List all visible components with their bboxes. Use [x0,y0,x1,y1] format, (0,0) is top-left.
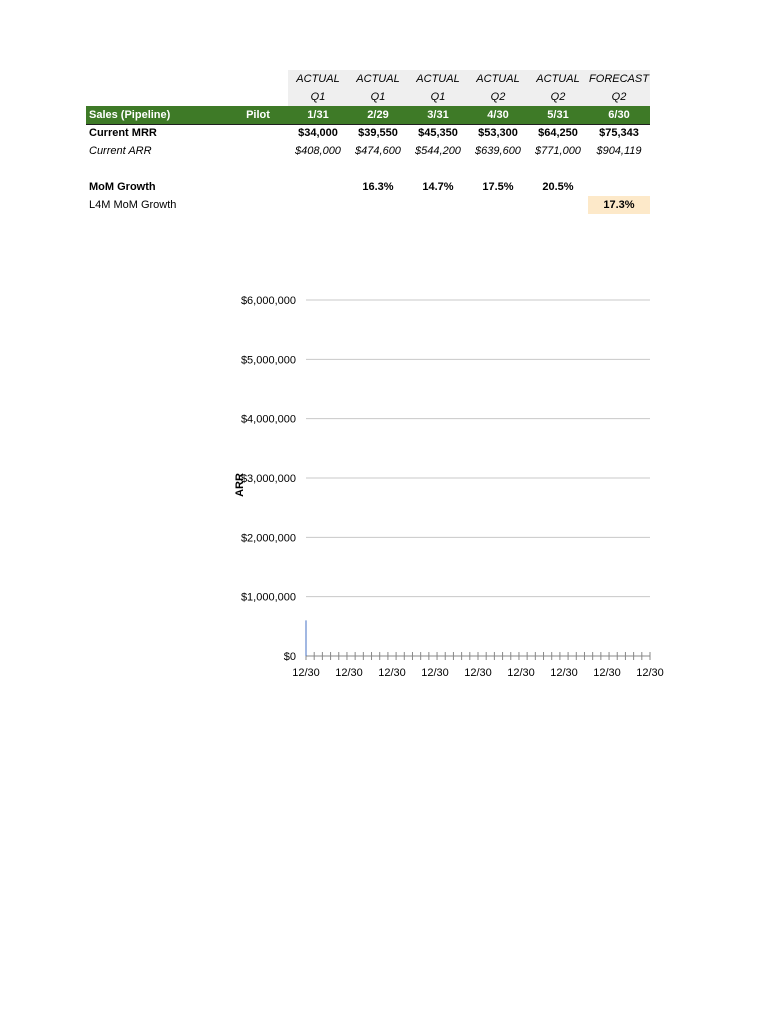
y-tick-label: $3,000,000 [240,473,296,485]
status-header-6: FORECAST [589,73,649,85]
mrr-value-1: $34,000 [298,127,338,139]
mom-value-3: 14.7% [422,181,454,193]
arr-value-1: $408,000 [295,145,341,157]
arr-value-5: $771,000 [535,145,581,157]
status-header-2: ACTUAL [356,73,400,85]
mrr-value-4: $53,300 [478,127,518,139]
mrr-label: Current MRR [89,127,157,139]
x-tick-label: 12/30 [550,667,578,679]
x-tick-label: 12/30 [464,667,492,679]
x-tick-label: 12/30 [421,667,449,679]
y-axis-label: ARR [234,473,246,497]
chart-y-tick-labels [241,295,296,663]
mom-value-5: 20.5% [542,181,574,193]
y-tick-label: $6,000,000 [240,295,296,307]
chart-x-tick-labels [292,667,664,679]
quarter-header-4: Q2 [490,91,506,103]
date-header-2: 2/29 [367,109,389,121]
y-tick-label: $0 [283,651,296,663]
x-tick-label: 12/30 [335,667,363,679]
arr-value-3: $544,200 [415,145,461,157]
x-tick-label: 12/30 [593,667,621,679]
arr-value-6: $904,119 [596,145,642,157]
x-tick-label: 12/30 [636,667,664,679]
y-tick-label: $5,000,000 [240,354,296,367]
quarter-header-6: Q2 [611,91,627,103]
status-header-3: ACTUAL [416,73,460,85]
arr-label: Current ARR [89,145,152,157]
mrr-value-3: $45,350 [418,127,458,139]
y-tick-label: $1,000,000 [240,591,296,604]
x-tick-label: 12/30 [378,667,406,679]
section-label: Sales (Pipeline) [89,109,171,121]
mom-label: MoM Growth [89,181,156,193]
arr-value-2: $474,600 [355,145,401,157]
y-tick-label: $2,000,000 [240,532,296,545]
mom-value-2: 16.3% [362,181,394,193]
status-header-4: ACTUAL [476,73,520,85]
date-header-6: 6/30 [608,109,630,121]
x-tick-label: 12/30 [292,667,320,679]
quarter-header-2: Q1 [370,91,386,103]
mrr-value-6: $75,343 [599,127,639,139]
date-header-5: 5/31 [547,109,569,121]
date-header-1: 1/31 [307,109,329,121]
mom-value-4: 17.5% [482,181,514,193]
date-header-4: 4/30 [487,109,509,121]
x-tick-label: 12/30 [507,667,535,679]
chart-x-axis [306,652,650,660]
status-header-5: ACTUAL [536,73,580,85]
chart-gridlines [306,300,650,597]
quarter-header-5: Q2 [550,91,566,103]
y-tick-label: $4,000,000 [240,413,296,426]
l4m-label: L4M MoM Growth [89,199,177,211]
quarter-header-3: Q1 [430,91,446,103]
mrr-value-5: $64,250 [538,127,578,139]
status-header-1: ACTUAL [296,73,340,85]
quarter-header-1: Q1 [310,91,326,103]
l4m-value: 17.3% [588,196,650,214]
mrr-value-2: $39,550 [358,127,398,139]
arr-value-4: $639,600 [475,145,521,157]
pilot-label: Pilot [246,109,270,121]
date-header-3: 3/31 [427,109,449,121]
